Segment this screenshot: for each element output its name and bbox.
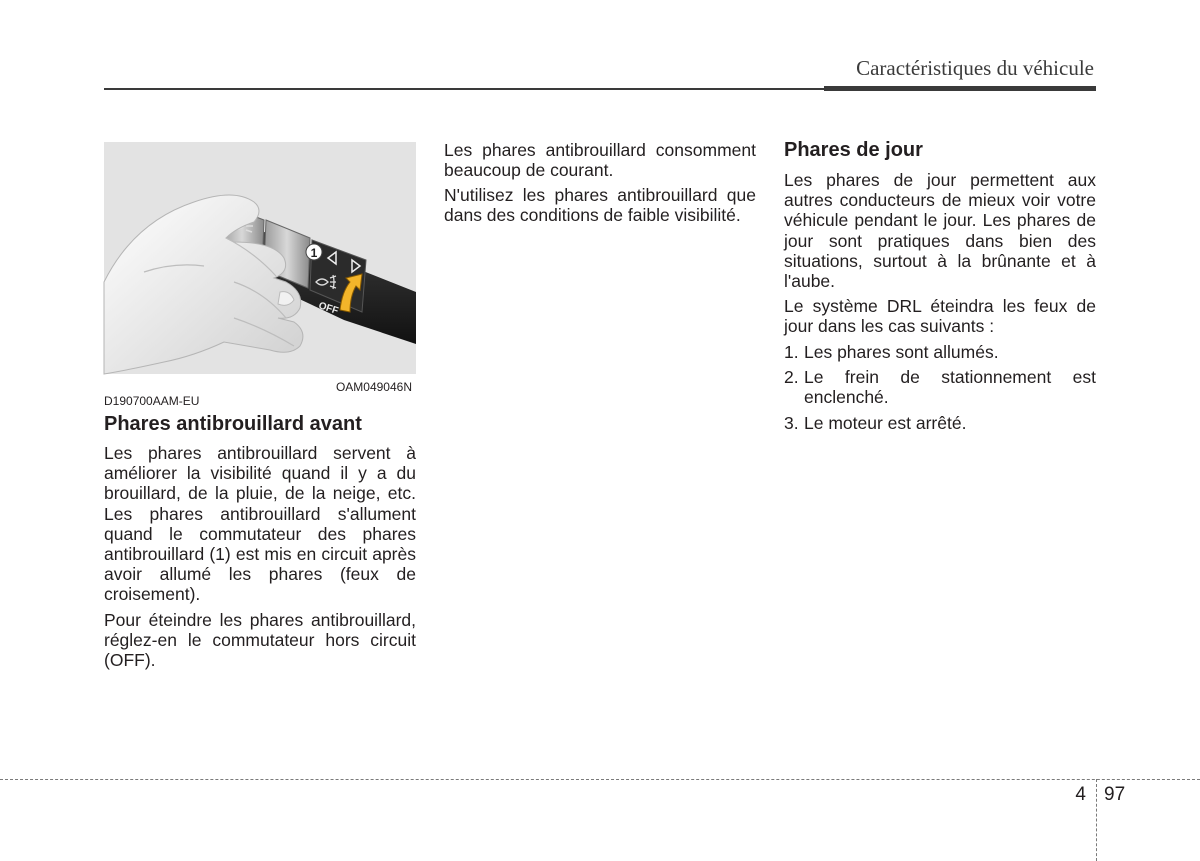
paragraph-drl-purpose: Les phares de jour permettent aux autres conducteurs de mieux voir votre véhicule pendant le jour. Les phares de jour sont pratiques dans bien des situations, surtout à la brûnante et à l'aube. [784, 170, 1096, 292]
drl-conditions-list [784, 342, 1096, 438]
heading-front-fog-lights: Phares antibrouillard avant [104, 413, 362, 435]
section-reference-code: D190700AAM-EU [104, 394, 200, 408]
paragraph-drl-off-conditions: Le système DRL éteindra les feux de jour dans les cas suivants : [784, 296, 1096, 337]
paragraph-fog-lights-off: Pour éteindre les phares antibrouillard, réglez-en le commutateur hors circuit (OFF). [104, 610, 416, 671]
figure-code: OAM049046N [335, 380, 412, 394]
switch-mark-1: 1 [310, 246, 318, 260]
footer-rule [0, 779, 1200, 780]
header-rule-accent [824, 86, 1096, 91]
list-item: 3. Le moteur est arrêté. [784, 412, 967, 433]
heading-daytime-running-lights: Phares de jour [784, 139, 923, 161]
fog-light-switch-illustration [104, 142, 416, 394]
running-header: Caractéristiques du véhicule [856, 56, 1094, 80]
list-item: 1. Les phares sont allumés. [784, 342, 999, 362]
paragraph-current-consumption: Les phares antibrouillard consomment beaucoup de courant. [444, 140, 756, 181]
page-number: 97 [1104, 784, 1126, 805]
paragraph-low-visibility-only: N'utilisez les phares antibrouillard que dans des conditions de faible visibilité. [444, 185, 756, 226]
chapter-number: 4 [1075, 784, 1086, 805]
footer-divider [1096, 779, 1097, 861]
hand-on-stalk-drawing [104, 142, 416, 374]
list-item: 2. Le frein de stationnement est enclenché. [784, 367, 1096, 408]
paragraph-fog-lights-usage: Les phares antibrouillard servent à améliorer la visibilité quand il y a du brouillard, de la pluie, de la neige, etc. Les phares antibrouillard s'allument quand le commutateur des phares antibrouillard (1) est mis en circuit après avoir allumé les phares (feux de croisement). [104, 443, 416, 605]
switch-mark-off: OFF [317, 300, 340, 318]
